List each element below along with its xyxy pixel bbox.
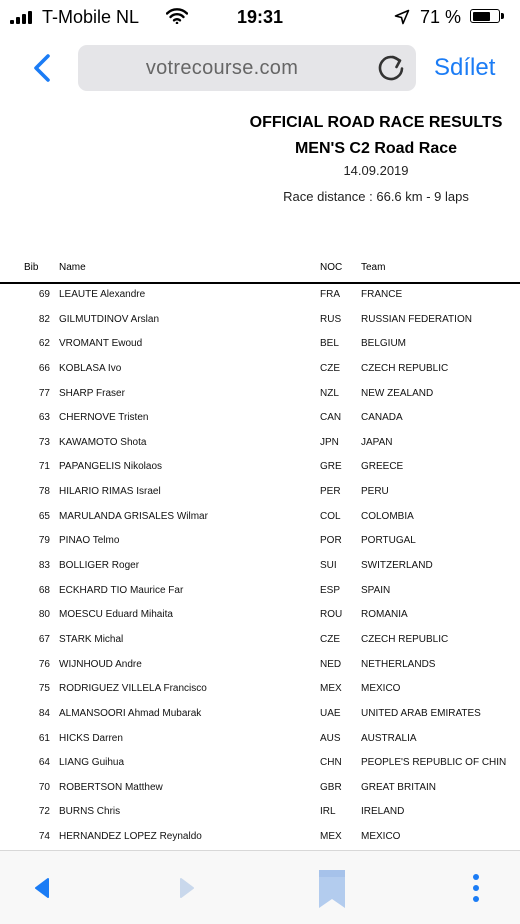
team-cell: CZECH REPUBLIC bbox=[361, 362, 449, 374]
bib-cell: 72 bbox=[38, 806, 50, 818]
team-cell: NETHERLANDS bbox=[361, 658, 436, 670]
forward-arrow-icon bbox=[177, 877, 197, 904]
bib-cell: 70 bbox=[38, 781, 50, 793]
team-cell: UNITED ARAB EMIRATES bbox=[361, 707, 481, 719]
table-row bbox=[0, 407, 520, 432]
bib-cell: 65 bbox=[38, 510, 50, 522]
bib-cell: 63 bbox=[38, 412, 50, 424]
noc-cell: AUS bbox=[320, 732, 341, 744]
noc-cell: SUI bbox=[320, 560, 337, 572]
url-text[interactable]: votrecourse.com bbox=[145, 57, 299, 79]
bib-cell: 64 bbox=[38, 757, 50, 769]
name-cell: SHARP Fraser bbox=[59, 387, 125, 399]
noc-cell: CHN bbox=[320, 757, 342, 769]
reload-icon[interactable] bbox=[376, 52, 408, 84]
table-row bbox=[0, 604, 520, 629]
noc-cell: IRL bbox=[320, 806, 336, 818]
bib-cell: 79 bbox=[38, 535, 50, 547]
battery-percent: 71 % bbox=[420, 7, 462, 27]
bookmark-icon[interactable] bbox=[318, 869, 346, 914]
name-cell: HICKS Darren bbox=[59, 732, 123, 744]
name-cell: CHERNOVE Tristen bbox=[59, 412, 149, 424]
bib-cell: 68 bbox=[38, 584, 50, 596]
bib-cell: 82 bbox=[38, 313, 50, 325]
name-cell: KAWAMOTO Shota bbox=[59, 436, 147, 448]
noc-cell: CZE bbox=[320, 362, 340, 374]
team-cell: SWITZERLAND bbox=[361, 560, 433, 572]
status-time: 19:31 bbox=[236, 7, 284, 27]
name-cell: ECKHARD TIO Maurice Far bbox=[59, 584, 184, 596]
table-row bbox=[0, 284, 520, 309]
team-cell: FRANCE bbox=[361, 289, 403, 300]
bib-cell: 66 bbox=[38, 362, 50, 374]
table-row bbox=[0, 728, 520, 753]
status-bar bbox=[0, 0, 520, 36]
noc-cell: FRA bbox=[320, 289, 340, 300]
noc-cell: BEL bbox=[320, 338, 339, 350]
race-subtitle: MEN'S C2 Road Race bbox=[294, 140, 458, 157]
team-cell: BELGIUM bbox=[361, 338, 407, 350]
bib-cell: 80 bbox=[38, 609, 50, 621]
table-header bbox=[0, 262, 520, 284]
address-bar[interactable] bbox=[78, 45, 416, 91]
name-cell: PAPANGELIS Nikolaos bbox=[59, 461, 163, 473]
team-cell: MEXICO bbox=[361, 683, 401, 695]
table-row bbox=[0, 333, 520, 358]
table-row bbox=[0, 752, 520, 777]
bottom-toolbar bbox=[0, 850, 520, 924]
more-vertical-icon[interactable] bbox=[469, 873, 483, 908]
bib-cell: 71 bbox=[38, 461, 50, 473]
bib-cell: 77 bbox=[38, 387, 50, 399]
back-arrow-icon[interactable] bbox=[32, 877, 52, 904]
table-row bbox=[0, 481, 520, 506]
noc-cell: POR bbox=[320, 535, 342, 547]
bib-cell: 62 bbox=[38, 338, 50, 350]
noc-cell: GRE bbox=[320, 461, 342, 473]
name-cell: ALMANSOORI Ahmad Mubarak bbox=[59, 707, 202, 719]
bib-cell: 83 bbox=[38, 560, 50, 572]
name-cell: BURNS Chris bbox=[59, 806, 121, 818]
team-cell: CZECH REPUBLIC bbox=[361, 633, 449, 645]
noc-cell: MEX bbox=[320, 831, 342, 843]
table-row bbox=[0, 456, 520, 481]
share-button[interactable]: Sdílet bbox=[434, 54, 496, 81]
noc-cell: ROU bbox=[320, 609, 343, 621]
name-cell: GILMUTDINOV Arslan bbox=[59, 313, 160, 325]
bib-cell: 61 bbox=[38, 732, 50, 744]
name-cell: RODRIGUEZ VILLELA Francisco bbox=[59, 683, 207, 695]
results-table bbox=[0, 284, 520, 851]
table-row bbox=[0, 309, 520, 334]
name-cell: WIJNHOUD Andre bbox=[59, 658, 142, 670]
table-row bbox=[0, 703, 520, 728]
name-cell: KOBLASA Ivo bbox=[59, 362, 122, 374]
noc-cell: CAN bbox=[320, 412, 342, 424]
noc-cell: MEX bbox=[320, 683, 342, 695]
noc-cell: CZE bbox=[320, 633, 340, 645]
column-header-noc: NOC bbox=[320, 262, 343, 273]
noc-cell: UAE bbox=[320, 707, 341, 719]
table-row bbox=[0, 383, 520, 408]
noc-cell: ESP bbox=[320, 584, 341, 596]
bib-cell: 84 bbox=[38, 707, 50, 719]
bib-cell: 74 bbox=[38, 831, 50, 843]
team-cell: IRELAND bbox=[361, 806, 405, 818]
noc-cell: COL bbox=[320, 510, 341, 522]
location-arrow-icon bbox=[394, 9, 410, 30]
name-cell: HILARIO RIMAS Israel bbox=[59, 486, 161, 498]
column-header-team: Team bbox=[361, 262, 386, 273]
table-row bbox=[0, 530, 520, 555]
team-cell: AUSTRALIA bbox=[361, 732, 417, 744]
column-header-name: Name bbox=[59, 262, 86, 273]
battery-icon bbox=[470, 9, 500, 23]
bib-cell: 67 bbox=[38, 633, 50, 645]
table-row bbox=[0, 506, 520, 531]
noc-cell: JPN bbox=[320, 436, 339, 448]
name-cell: LIANG Guihua bbox=[59, 757, 125, 769]
name-cell: MOESCU Eduard Mihaita bbox=[59, 609, 173, 621]
race-date: 14.09.2019 bbox=[343, 163, 409, 178]
name-cell: BOLLIGER Roger bbox=[59, 560, 140, 572]
name-cell: LEAUTE Alexandre bbox=[59, 289, 146, 300]
bib-cell: 78 bbox=[38, 486, 50, 498]
chevron-left-icon[interactable] bbox=[30, 52, 56, 84]
bib-cell: 75 bbox=[38, 683, 50, 695]
name-cell: HERNANDEZ LOPEZ Reynaldo bbox=[59, 831, 202, 843]
table-row bbox=[0, 777, 520, 802]
noc-cell: NZL bbox=[320, 387, 339, 399]
team-cell: RUSSIAN FEDERATION bbox=[361, 313, 472, 325]
team-cell: MEXICO bbox=[361, 831, 401, 843]
table-row bbox=[0, 801, 520, 826]
battery-level bbox=[473, 12, 491, 21]
name-cell: PINAO Telmo bbox=[59, 535, 120, 547]
table-row bbox=[0, 629, 520, 654]
table-row bbox=[0, 826, 520, 851]
table-row bbox=[0, 358, 520, 383]
carrier-name: T-Mobile NL bbox=[42, 7, 140, 27]
table-row bbox=[0, 678, 520, 703]
noc-cell: RUS bbox=[320, 313, 342, 325]
name-cell: ROBERTSON Matthew bbox=[59, 781, 163, 793]
team-cell: PORTUGAL bbox=[361, 535, 416, 547]
noc-cell: GBR bbox=[320, 781, 342, 793]
table-row bbox=[0, 432, 520, 457]
team-cell: GREAT BRITAIN bbox=[361, 781, 437, 793]
team-cell: SPAIN bbox=[361, 584, 391, 596]
table-row bbox=[0, 555, 520, 580]
table-row bbox=[0, 654, 520, 679]
column-header-bib: Bib bbox=[24, 262, 39, 273]
bib-cell: 69 bbox=[38, 289, 50, 300]
name-cell: VROMANT Ewoud bbox=[59, 338, 143, 350]
table-row bbox=[0, 580, 520, 605]
team-cell: NEW ZEALAND bbox=[361, 387, 434, 399]
team-cell: ROMANIA bbox=[361, 609, 408, 621]
noc-cell: NED bbox=[320, 658, 342, 670]
team-cell: PERU bbox=[361, 486, 389, 498]
bib-cell: 73 bbox=[38, 436, 50, 448]
race-distance: Race distance : 66.6 km - 9 laps bbox=[283, 189, 469, 204]
page-title: OFFICIAL ROAD RACE RESULTS bbox=[249, 114, 503, 131]
noc-cell: PER bbox=[320, 486, 341, 498]
name-cell: MARULANDA GRISALES Wilmar bbox=[59, 510, 208, 522]
team-cell: COLOMBIA bbox=[361, 510, 414, 522]
team-cell: GREECE bbox=[361, 461, 404, 473]
team-cell: JAPAN bbox=[361, 436, 393, 448]
team-cell: CANADA bbox=[361, 412, 403, 424]
team-cell: PEOPLE'S REPUBLIC OF CHIN bbox=[361, 757, 507, 769]
bib-cell: 76 bbox=[38, 658, 50, 670]
name-cell: STARK Michal bbox=[59, 633, 124, 645]
